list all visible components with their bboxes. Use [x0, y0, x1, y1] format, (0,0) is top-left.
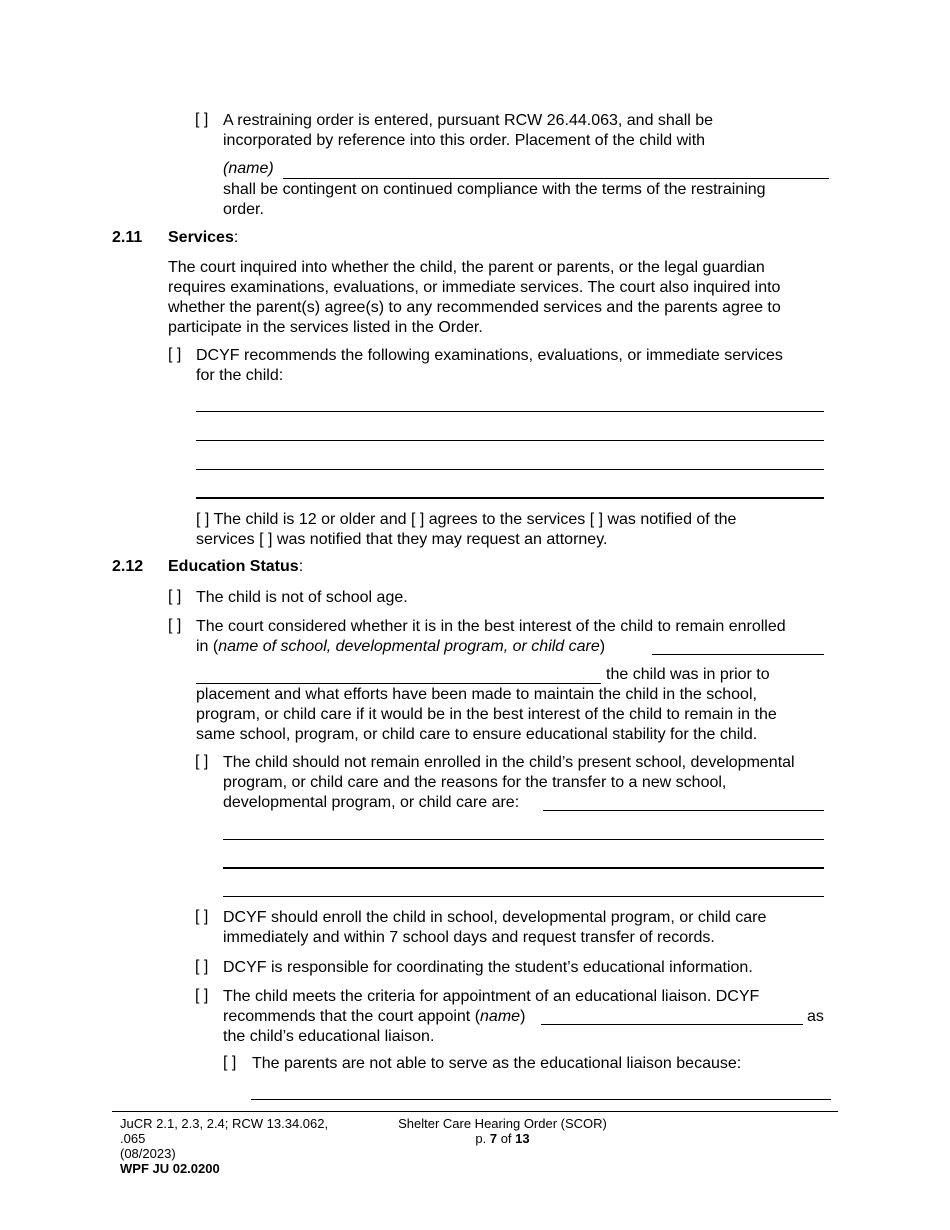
restraining-checkbox[interactable]: [ ]	[195, 111, 209, 128]
parents-not-able-checkbox[interactable]: [ ]	[223, 1054, 237, 1071]
liaison-as-text: as	[807, 1008, 824, 1025]
name-label: (name)	[223, 160, 274, 177]
transfer-reasons-blank-3[interactable]	[223, 867, 824, 869]
footer-rule	[112, 1111, 838, 1112]
services-blank-line-4[interactable]	[196, 497, 824, 499]
not-remain-checkbox[interactable]: [ ]	[195, 753, 209, 770]
dcyf-services-text: DCYF recommends the following examinations, evaluations, or immediate services for the child:	[196, 347, 783, 384]
dcyf-enroll-text: DCYF should enroll the child in school, developmental program, or child care immediately and within 7 school days and request transfer of records.	[223, 909, 767, 946]
transfer-reasons-blank-4[interactable]	[223, 896, 824, 897]
footer-page-number: p. 7 of 13	[475, 1131, 530, 1146]
dcyf-coordinating-checkbox[interactable]: [ ]	[195, 958, 209, 975]
dcyf-coordinating-text: DCYF is responsible for coordinating the student’s educational information.	[223, 959, 753, 976]
services-blank-line-3[interactable]	[196, 469, 824, 470]
restraining-order-text: A restraining order is entered, pursuant RCW 26.44.063, and shall be incorporated by reference into this order. Placement of the child with	[223, 112, 714, 149]
educational-liaison-text: The child meets the criteria for appointment of an educational liaison. DCYF recommends that the court appoint (name) the child’s educational liaison.	[223, 988, 760, 1045]
footer-form-number: WPF JU 02.0200	[120, 1161, 220, 1176]
dcyf-enroll-checkbox[interactable]: [ ]	[195, 908, 209, 925]
restraining-name-blank[interactable]	[283, 178, 829, 179]
educational-liaison-checkbox[interactable]: [ ]	[195, 987, 209, 1004]
not-remain-text: The child should not remain enrolled in the child’s present school, developmental program, or child care and the reasons for the transfer to a new school, developmental program, or child care are:	[223, 754, 795, 811]
prior-to-text: the child was in prior to	[606, 666, 770, 683]
services-heading: Services:	[168, 229, 239, 246]
placement-efforts-text: placement and what efforts have been made to maintain the child in the school, program, or child care if it would be in the best interest of the child to remain in the same school, program, or child care to ensure educational stability for the child.	[196, 686, 777, 743]
dcyf-services-checkbox[interactable]: [ ]	[168, 346, 182, 363]
section-number-2-11: 2.11	[112, 229, 143, 246]
services-blank-line-1[interactable]	[196, 411, 824, 412]
child-12-older-text: [ ] The child is 12 or older and [ ] agrees to the services [ ] was notified of the services [ ] was notified that they may request an attorney.	[196, 511, 737, 548]
parents-not-able-text: The parents are not able to serve as the educational liaison because:	[252, 1055, 742, 1072]
parents-reason-blank[interactable]	[251, 1099, 831, 1100]
education-heading: Education Status:	[168, 558, 304, 575]
section-number-2-12: 2.12	[112, 558, 144, 575]
footer-title-block	[380, 1116, 625, 1146]
services-paragraph: The court inquired into whether the child, the parent or parents, or the legal guardian requires examinations, evaluations, or immediate services. The court also inquired into whether the parent(s) agree(s) to any recommended services and the parents agree to participate in the services listed in the Order.	[168, 259, 781, 336]
transfer-reasons-blank-2[interactable]	[223, 839, 824, 840]
restraining-contingent-text: shall be contingent on continued compliance with the terms of the restraining order.	[223, 181, 766, 218]
liaison-name-blank[interactable]	[541, 1024, 803, 1025]
not-school-age-checkbox[interactable]: [ ]	[168, 588, 182, 605]
services-blank-line-2[interactable]	[196, 440, 824, 441]
footer-citation: JuCR 2.1, 2.3, 2.4; RCW 13.34.062, .065 (08/2023) WPF JU 02.0200	[120, 1116, 380, 1176]
school-name-blank-1[interactable]	[652, 654, 824, 655]
transfer-reasons-blank-1[interactable]	[543, 810, 824, 811]
not-school-age-text: The child is not of school age.	[196, 589, 408, 606]
court-considered-checkbox[interactable]: [ ]	[168, 617, 182, 634]
court-considered-text: The court considered whether it is in the best interest of the child to remain enrolled in (name of school, developmental program, or child care)	[196, 618, 786, 655]
footer-doc-title: Shelter Care Hearing Order (SCOR)	[398, 1116, 607, 1131]
school-name-blank-2[interactable]	[196, 683, 601, 684]
